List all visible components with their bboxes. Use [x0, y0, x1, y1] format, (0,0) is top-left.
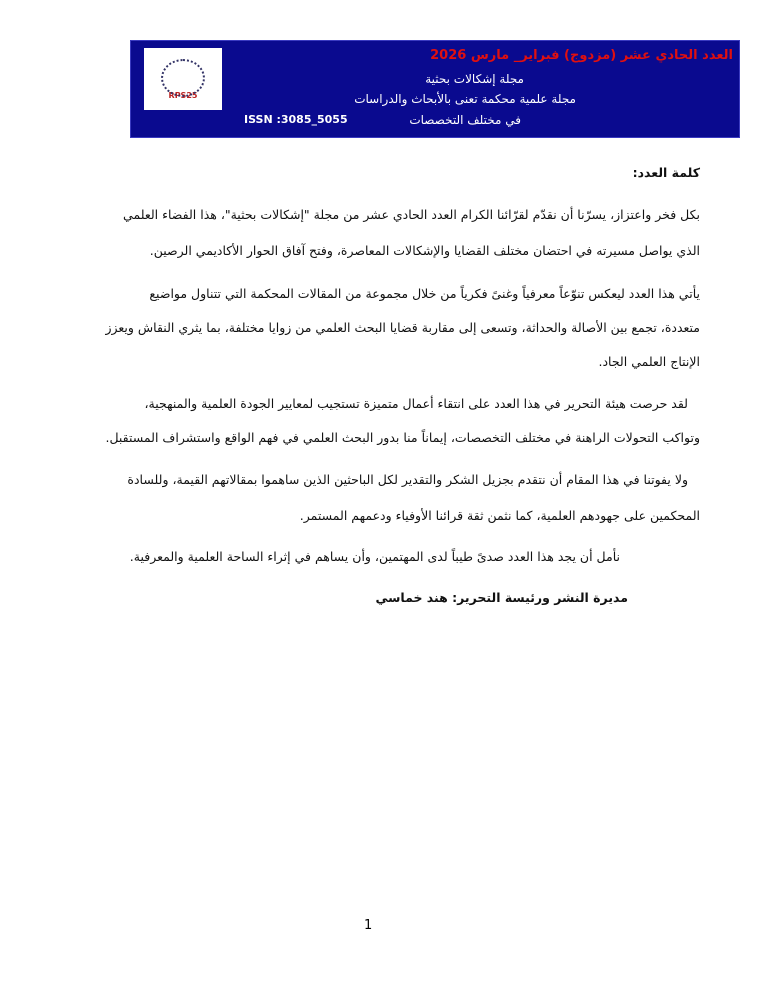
paragraph-line: نأمل أن يجد هذا العدد صدىً طيباً لدى المهتمين، وأن يساهم في إثراء الساحة العلمية والمعرفية. — [129, 549, 620, 564]
signature: مديرة النشر ورئيسة التحرير: هند خماسي — [375, 590, 628, 605]
paragraph-line: وتواكب التحولات الراهنة في مختلف التخصصات، إيماناً منا بدور البحث العلمي في فهم الواقع واستشراف المستقبل. — [105, 430, 700, 445]
paragraph-line: المحكمين على جهودهم العلمية، كما نثمن ثقة قرائنا الأوفياء ودعمهم المستمر. — [299, 508, 700, 523]
paragraph-line: بكل فخر واعتزاز، يسرّنا أن نقدّم لقرّائنا الكرام العدد الحادي عشر من مجلة "إشكالات بحثية"، هذا الفضاء العلمي — [123, 207, 700, 222]
issn: ISSN :3085_5055 — [244, 113, 348, 126]
logo-text: RPS25 — [168, 90, 198, 100]
tagline-1: مجلة علمية محكمة تعنى بالأبحاث والدراسات — [354, 92, 576, 106]
tagline-2: في مختلف التخصصات — [409, 113, 521, 127]
paragraph-line: الإنتاج العلمي الجاد. — [598, 354, 700, 369]
paragraph-line: يأتي هذا العدد ليعكس تنوّعاً معرفياً وغنىً فكرياً من خلال مجموعة من المقالات المحكمة التي تتناول مواضيع — [149, 286, 700, 301]
issue-title: العدد الحادي عشر (مزدوج) فبراير_ مارس 2026 — [430, 48, 733, 63]
paragraph-line: متعددة، تجمع بين الأصالة والحداثة، وتسعى إلى مقاربة قضايا البحث العلمي من زوايا مختلفة، بما يثري النقاش ويعزز — [105, 320, 700, 335]
paragraph-line: الذي يواصل مسيرته في احتضان مختلف القضايا والإشكالات المعاصرة، وفتح آفاق الحوار الأكاديمي الرصين. — [149, 243, 700, 258]
page-number: 1 — [364, 918, 373, 933]
journal-name: مجلة إشكالات بحثية — [425, 72, 524, 86]
paragraph-line: لقد حرصت هيئة التحرير في هذا العدد على انتقاء أعمال متميزة تستجيب لمعايير الجودة العلمية والمنهجية، — [144, 396, 688, 411]
paragraph-line: ولا يفوتنا في هذا المقام أن نتقدم بجزيل الشكر والتقدير لكل الباحثين الذين ساهموا بمقالاتهم القيمة، وللسادة — [127, 472, 688, 487]
section-heading: كلمة العدد: — [632, 165, 700, 180]
journal-logo — [144, 48, 222, 110]
journal-header — [130, 40, 740, 138]
